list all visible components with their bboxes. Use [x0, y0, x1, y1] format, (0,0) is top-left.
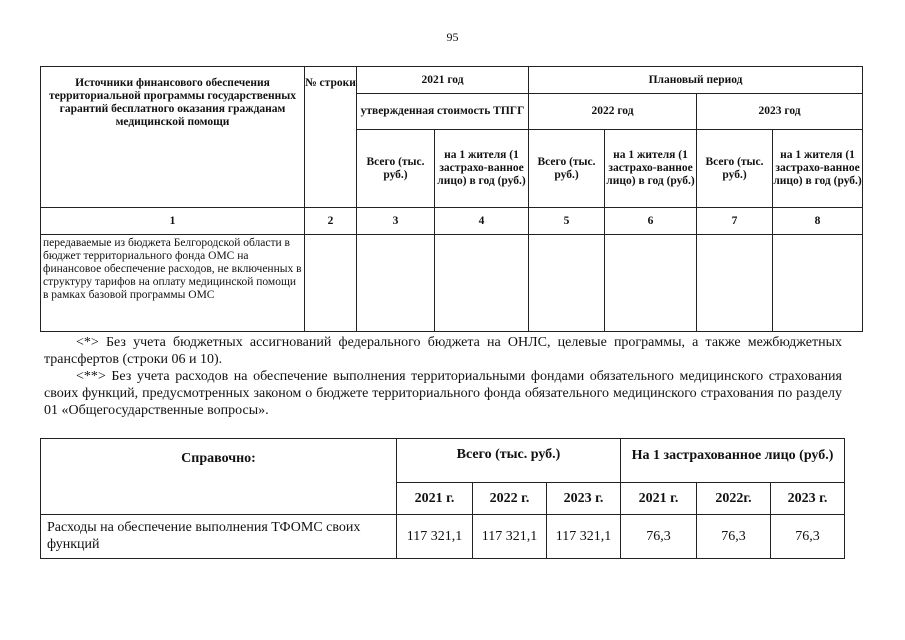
table-cell — [605, 235, 697, 332]
table-cell: 117 321,1 — [397, 515, 473, 559]
column-number: 6 — [605, 208, 697, 235]
table-cell — [305, 235, 357, 332]
year-2022-header: 2022 год — [529, 94, 697, 130]
column-number: 1 — [41, 208, 305, 235]
column-number: 8 — [773, 208, 863, 235]
table-cell — [435, 235, 529, 332]
page-number: 95 — [446, 30, 459, 44]
year-header: 2022г. — [697, 483, 771, 515]
year-header: 2021 г. — [621, 483, 697, 515]
table-cell: 76,3 — [697, 515, 771, 559]
per-resident-2021-header: на 1 жителя (1 застрахо-ванное лицо) в год (руб.) — [435, 130, 529, 208]
financing-sources-table — [40, 66, 863, 332]
footnote-2-text: <**> Без учета расходов на обеспечение выполнения территориальными фондами обязательного медицинского страхования своих функций, предусмотренных законом о бюджете территориального фонда обязательного медицинского страхования по разделу 01 «Общегосударственные вопросы». — [44, 369, 842, 418]
year-header: 2022 г. — [473, 483, 547, 515]
table-cell — [697, 235, 773, 332]
year-header: 2021 г. — [397, 483, 473, 515]
column-number: 5 — [529, 208, 605, 235]
table-cell: 76,3 — [621, 515, 697, 559]
total-2022-header: Всего (тыс. руб.) — [529, 130, 605, 208]
total-2021-header: Всего (тыс. руб.) — [357, 130, 435, 208]
table-cell — [773, 235, 863, 332]
footnote-1 — [44, 334, 842, 368]
column-number: 7 — [697, 208, 773, 235]
reference-table — [40, 438, 845, 559]
year-2021-header: 2021 год — [357, 67, 529, 94]
total-2023-header: Всего (тыс. руб.) — [697, 130, 773, 208]
year-header: 2023 г. — [771, 483, 845, 515]
table-cell — [529, 235, 605, 332]
reference-label-header: Справочно: — [41, 439, 397, 515]
column-number: 2 — [305, 208, 357, 235]
column-number: 4 — [435, 208, 529, 235]
approved-cost-header: утвержденная стоимость ТПГГ — [357, 94, 529, 130]
table-cell: 76,3 — [771, 515, 845, 559]
row-number-header: № строки — [305, 67, 357, 208]
column-number: 3 — [357, 208, 435, 235]
table-cell: 117 321,1 — [547, 515, 621, 559]
per-insured-header: На 1 застрахованное лицо (руб.) — [621, 439, 845, 483]
tfoms-expenses-label: Расходы на обеспечение выполнения ТФОМС своих функций — [41, 515, 397, 559]
table-cell — [357, 235, 435, 332]
footnote-1-text: <*> Без учета бюджетных ассигнований федерального бюджета на ОНЛС, целевые программы, а также межбюджетных трансфертов (строки 06 и 10). — [44, 335, 842, 367]
sources-header: Источники финансового обеспечения территориальной программы государственных гарантий бесплатного оказания гражданам медицинской помощи — [41, 67, 305, 208]
year-2023-header: 2023 год — [697, 94, 863, 130]
footnote-2 — [44, 368, 842, 419]
total-header: Всего (тыс. руб.) — [397, 439, 621, 483]
row-label: передаваемые из бюджета Белгородской области в бюджет территориального фонда ОМС на финансовое обеспечение расходов, не включенных в структуру тарифов на оплату медицинской помощи в рамках базовой программы ОМС — [41, 235, 305, 332]
per-resident-2023-header: на 1 жителя (1 застрахо-ванное лицо) в год (руб.) — [773, 130, 863, 208]
year-header: 2023 г. — [547, 483, 621, 515]
table-cell: 117 321,1 — [473, 515, 547, 559]
per-resident-2022-header: на 1 жителя (1 застрахо-ванное лицо) в год (руб.) — [605, 130, 697, 208]
planned-period-header: Плановый период — [529, 67, 863, 94]
